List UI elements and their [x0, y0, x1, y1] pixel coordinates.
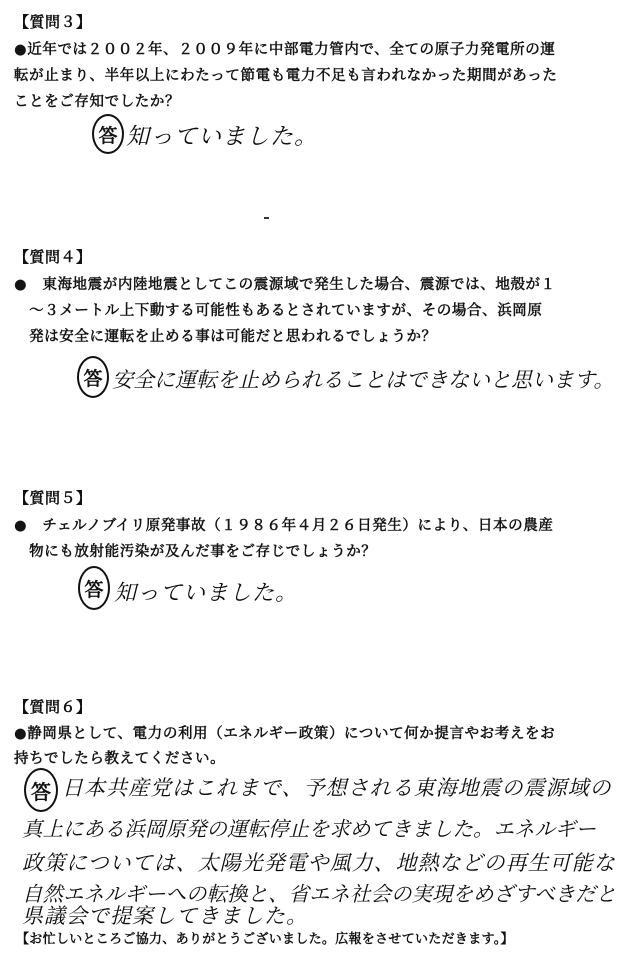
q3-line-3: ことをご存知でしたか？: [14, 94, 181, 110]
q5-heading: 【質問５】: [14, 489, 92, 507]
q6-answer-mark: 答: [24, 768, 58, 812]
q5-answer: 知っていました。: [114, 581, 299, 606]
q6-answer-line-1: 日本共産党はこれまで、予想される東海地震の震源域の: [62, 776, 612, 800]
q5-answer-mark: 答: [78, 566, 110, 610]
q4-answer-mark: 答: [77, 356, 109, 398]
q6-answer-line-2: 真上にある浜岡原発の運転停止を求めてきました。エネルギー: [22, 817, 596, 841]
q3-answer: 知っていました。: [126, 124, 318, 150]
q4-heading: 【質問４】: [14, 248, 92, 266]
q6-answer-line-3: 政策については、太陽光発電や風力、地熱などの再生可能な: [22, 851, 616, 875]
q6-line-2: 持ちでしたら教えてください。: [14, 751, 226, 767]
q3-answer-mark: 答: [92, 114, 124, 154]
scan-speck: [264, 217, 269, 219]
q4-line-1: ● 東海地震が内陸地震としてこの震源域で発生した場合、震源では、地殻が１: [14, 277, 556, 293]
footer-thanks: 【お忙しいところご協力、ありがとうございました。広報をさせていただきます。】: [16, 932, 514, 947]
q5-line-1: ● チェルノブイリ原発事故（１９８６年４月２６日発生）により、日本の農産: [14, 518, 554, 534]
q6-answer-line-4: 自然エネルギーへの転換と、省エネ社会の実現をめざすべきだと: [22, 882, 617, 906]
q6-answer-line-5: 県議会で提案してきました。: [22, 904, 308, 928]
q4-line-3: 発は安全に運転を止める事は可能だと思われるでしょうか？: [14, 329, 437, 345]
q6-line-1: ●静岡県として、電力の利用（エネルギー政策）について何か提言やお考えをお: [14, 726, 556, 742]
q6-heading: 【質問６】: [14, 698, 92, 716]
q4-answer: 安全に運転を止められることはできないと思います。: [112, 368, 615, 392]
q3-line-2: 転が止まり、半年以上にわたって節電も電力不足も言われなかった期間があった: [14, 68, 558, 84]
q3-line-1: ●近年では２００２年、２００９年に中部電力管内で、全ての原子力発電所の運: [14, 42, 556, 58]
q4-line-2: ～３メートル上下動する可能性もあるとされていますが、その場合、浜岡原: [14, 303, 543, 319]
q3-heading: 【質問３】: [14, 13, 92, 31]
q5-line-2: 物にも放射能汚染が及んだ事をご存じでしょうか？: [14, 544, 377, 560]
